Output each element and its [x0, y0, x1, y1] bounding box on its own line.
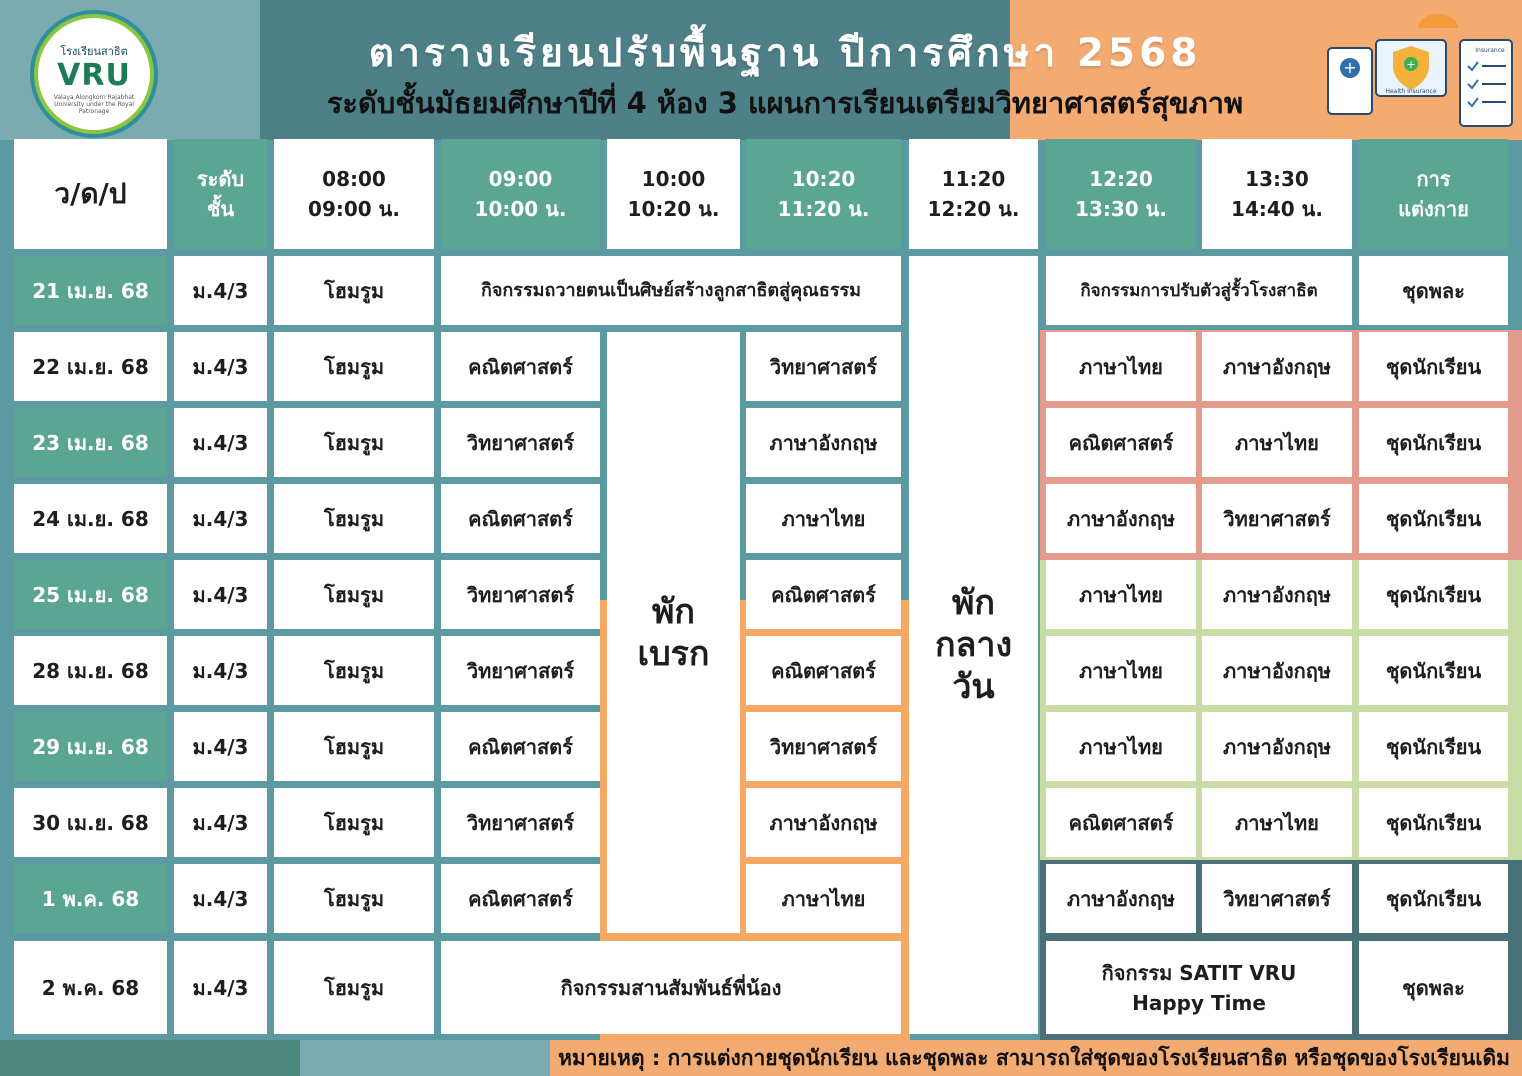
header-period-2 [441, 139, 600, 249]
row-period-3: วิทยาศาสตร์ [746, 712, 901, 781]
header-period-3 [746, 139, 901, 249]
row-period-3: ภาษาอังกฤษ [746, 408, 901, 477]
row-period-5: ภาษาไทย [1202, 788, 1352, 857]
row-period-3: ภาษาไทย [746, 484, 901, 553]
row-period-1: โฮมรูม [274, 712, 434, 781]
header-period-1-start: 08:00 [322, 167, 386, 191]
header-period-4-end: 13:30 น. [1075, 197, 1167, 221]
row-period-4: คณิตศาสตร์ [1046, 408, 1196, 477]
row-dress: ชุดนักเรียน [1359, 712, 1508, 781]
logo-subtext: Valaya Alongkorn Rajabhat University under the Royal Patronage [53, 94, 135, 115]
logo-mark: VRU [57, 58, 131, 93]
row-level: ม.4/3 [174, 560, 267, 629]
row-level: ม.4/3 [174, 636, 267, 705]
row-period-1: โฮมรูม [274, 408, 434, 477]
row-period-1: โฮมรูม [274, 864, 434, 933]
row-period-1: โฮมรูม [274, 256, 434, 325]
row-afternoon-activity [1046, 941, 1352, 1034]
header-break [607, 139, 740, 249]
background-footer-left [0, 1040, 300, 1076]
row-dress: ชุดนักเรียน [1359, 864, 1508, 933]
row-dress: ชุดนักเรียน [1359, 560, 1508, 629]
row-level: ม.4/3 [174, 712, 267, 781]
header-lunch-end: 12:20 น. [927, 197, 1020, 221]
row-period-5: ภาษาอังกฤษ [1202, 560, 1352, 629]
header-period-5-start: 13:30 [1245, 167, 1309, 191]
afternoon-activity-line1: กิจกรรม SATIT VRU [1101, 960, 1297, 985]
row-date: 28 เม.ย. 68 [14, 636, 167, 705]
short-break-line2: เบรก [637, 633, 710, 674]
row-date: 25 เม.ย. 68 [14, 560, 167, 629]
header-period-2-end: 10:00 น. [474, 197, 567, 221]
header-lunch [909, 139, 1038, 249]
row-dress: ชุดนักเรียน [1359, 484, 1508, 553]
row-period-5: ภาษาอังกฤษ [1202, 332, 1352, 401]
row-period-4: ภาษาไทย [1046, 332, 1196, 401]
row-dress: ชุดนักเรียน [1359, 332, 1508, 401]
row-morning-activity: กิจกรรมถวายตนเป็นศิษย์สร้างลูกสาธิตสู่คุณธรรม [441, 256, 901, 325]
row-period-2: วิทยาศาสตร์ [441, 788, 600, 857]
health-insurance-illustration [1322, 14, 1518, 130]
row-period-2: คณิตศาสตร์ [441, 712, 600, 781]
row-date: 22 เม.ย. 68 [14, 332, 167, 401]
row-date: 2 พ.ค. 68 [14, 941, 167, 1034]
header-dress-line1: การ [1416, 167, 1451, 191]
page-title: ตารางเรียนปรับพื้นฐาน ปีการศึกษา 2568 [368, 31, 1202, 76]
row-level: ม.4/3 [174, 864, 267, 933]
header-dress-line2: แต่งกาย [1398, 197, 1469, 221]
row-period-1: โฮมรูม [274, 788, 434, 857]
row-period-5: ภาษาไทย [1202, 408, 1352, 477]
row-dress: ชุดนักเรียน [1359, 408, 1508, 477]
row-dress: ชุดนักเรียน [1359, 788, 1508, 857]
row-period-4: ภาษาอังกฤษ [1046, 484, 1196, 553]
row-afternoon-activity: กิจกรรมการปรับตัวสู่รั้วโรงสาธิต [1046, 256, 1352, 325]
row-period-1: โฮมรูม [274, 560, 434, 629]
row-date: 29 เม.ย. 68 [14, 712, 167, 781]
row-dress: ชุดพละ [1359, 941, 1508, 1034]
row-period-3: ภาษาไทย [746, 864, 901, 933]
afternoon-activity-line2: Happy Time [1132, 990, 1266, 1015]
header-level-line2: ชั้น [206, 197, 235, 221]
row-period-3: ภาษาอังกฤษ [746, 788, 901, 857]
svg-text:+: + [1406, 58, 1416, 71]
row-period-5: วิทยาศาสตร์ [1202, 864, 1352, 933]
lunch-break-line1: พัก [952, 583, 995, 623]
row-date: 1 พ.ค. 68 [14, 864, 167, 933]
row-period-2: วิทยาศาสตร์ [441, 408, 600, 477]
row-period-1: โฮมรูม [274, 332, 434, 401]
header-period-5 [1202, 139, 1352, 249]
logo-school-name: โรงเรียนสาธิต [60, 45, 128, 58]
deco-label-insurance: Insurance [1475, 47, 1505, 54]
header-period-4-start: 12:20 [1089, 167, 1153, 191]
row-period-1: โฮมรูม [274, 636, 434, 705]
header-period-4 [1046, 139, 1196, 249]
svg-text:+: + [1343, 58, 1357, 77]
row-date: 30 เม.ย. 68 [14, 788, 167, 857]
row-period-4: ภาษาอังกฤษ [1046, 864, 1196, 933]
row-level: ม.4/3 [174, 408, 267, 477]
header-period-3-start: 10:20 [791, 167, 856, 191]
row-date: 21 เม.ย. 68 [14, 256, 167, 325]
footer-note: หมายเหตุ : การแต่งกายชุดนักเรียน และชุดพละ สามารถใส่ชุดของโรงเรียนสาธิต หรือชุดของโรงเรียนเดิม [558, 1046, 1510, 1070]
row-level: ม.4/3 [174, 941, 267, 1034]
row-morning-activity: กิจกรรมสานสัมพันธ์พี่น้อง [441, 941, 901, 1034]
row-period-2: คณิตศาสตร์ [441, 332, 600, 401]
header-period-5-end: 14:40 น. [1231, 197, 1323, 221]
row-period-1: โฮมรูม [274, 484, 434, 553]
row-period-2: วิทยาศาสตร์ [441, 560, 600, 629]
row-period-4: ภาษาไทย [1046, 712, 1196, 781]
short-break-line1: พัก [652, 591, 695, 632]
page-subtitle: ระดับชั้นมัธยมศึกษาปีที่ 4 ห้อง 3 แผนการเรียนเตรียมวิทยาศาสตร์สุขภาพ [326, 86, 1244, 120]
row-period-2: คณิตศาสตร์ [441, 864, 600, 933]
row-period-3: คณิตศาสตร์ [746, 560, 901, 629]
row-period-2: วิทยาศาสตร์ [441, 636, 600, 705]
header-period-1-end: 09:00 น. [308, 197, 400, 221]
deco-label-health: Health Insurance [1385, 88, 1437, 95]
header-level [174, 139, 267, 249]
lunch-break-cell [909, 256, 1038, 1034]
header-break-start: 10:00 [641, 167, 706, 191]
header-period-3-end: 11:20 น. [777, 197, 870, 221]
header-break-end: 10:20 น. [627, 197, 720, 221]
row-period-4: ภาษาไทย [1046, 636, 1196, 705]
header-dress [1359, 139, 1508, 249]
row-period-4: ภาษาไทย [1046, 560, 1196, 629]
header-date: ว/ด/ป [14, 139, 167, 249]
short-break-cell [607, 332, 740, 933]
header-level-line1: ระดับ [196, 167, 245, 191]
row-period-1: โฮมรูม [274, 941, 434, 1034]
row-level: ม.4/3 [174, 256, 267, 325]
row-date: 23 เม.ย. 68 [14, 408, 167, 477]
row-dress: ชุดพละ [1359, 256, 1508, 325]
row-period-3: คณิตศาสตร์ [746, 636, 901, 705]
row-level: ม.4/3 [174, 332, 267, 401]
row-level: ม.4/3 [174, 484, 267, 553]
row-period-5: ภาษาอังกฤษ [1202, 712, 1352, 781]
row-period-4: คณิตศาสตร์ [1046, 788, 1196, 857]
lunch-break-line2: กลาง [934, 625, 1013, 665]
row-dress: ชุดนักเรียน [1359, 636, 1508, 705]
header-lunch-start: 11:20 [941, 167, 1006, 191]
school-logo [34, 14, 154, 134]
row-period-5: ภาษาอังกฤษ [1202, 636, 1352, 705]
row-period-2: คณิตศาสตร์ [441, 484, 600, 553]
row-period-3: วิทยาศาสตร์ [746, 332, 901, 401]
row-period-5: วิทยาศาสตร์ [1202, 484, 1352, 553]
lunch-break-line3: วัน [952, 667, 995, 707]
header-period-2-start: 09:00 [488, 167, 553, 191]
row-date: 24 เม.ย. 68 [14, 484, 167, 553]
header-period-1 [274, 139, 434, 249]
row-level: ม.4/3 [174, 788, 267, 857]
